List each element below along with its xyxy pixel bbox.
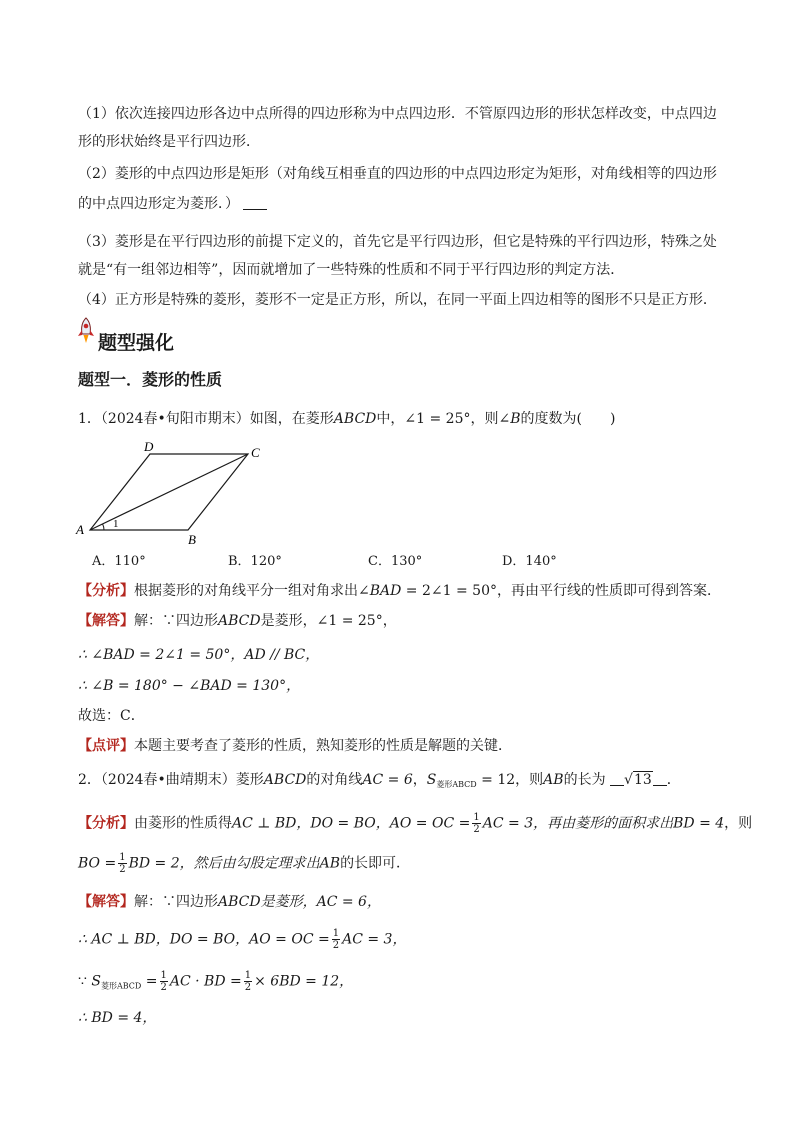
q2-analysis-text: ，则 — [724, 815, 753, 832]
q2-analysis-text: 的长即可． — [340, 855, 411, 872]
q1-b: B — [510, 411, 521, 427]
q2-bd: BD = 4 — [673, 815, 725, 832]
q1-stem-part: 中，∠1 = 25°，则∠ — [376, 411, 511, 427]
q1-abcd: ABCD — [218, 613, 261, 629]
label-b: B — [188, 532, 196, 547]
intro-p3-line1: （3）菱形是在平行四边形的前提下定义的，首先它是平行四边形，但它是特殊的平行四边形，特殊之处 — [78, 234, 717, 250]
frac-num: 1 — [244, 970, 252, 981]
q1-analysis — [78, 581, 728, 601]
frac-den: 2 — [244, 982, 252, 993]
answer-tag: 【解答】 — [78, 613, 134, 629]
answer-blank — [243, 195, 267, 210]
rocket-icon — [76, 317, 96, 345]
q2-analysis-text: AC = 3，再由菱形的面积求出 — [482, 815, 674, 832]
analysis-tag: 【分析】 — [78, 583, 134, 599]
answer-blank-left — [610, 771, 624, 786]
fraction-half — [160, 970, 168, 993]
answer-root: 13 — [633, 772, 652, 788]
answer-tag: 【解答】 — [78, 894, 134, 910]
intro-p1-line2: 形的形状始终是平行四边形． — [78, 134, 260, 150]
q2-abcd: ABCD — [263, 772, 307, 788]
fraction-half — [244, 970, 252, 993]
q2-bo: BO = — [78, 855, 117, 872]
label-c: C — [251, 445, 260, 460]
q2-step2-text: AC · BD = — [169, 973, 242, 990]
q2-step1-text: AC = 3， — [342, 931, 407, 948]
analysis-tag: 【分析】 — [78, 815, 134, 832]
q1-choice: 故选：C． — [78, 708, 145, 724]
q2-ab: AB — [319, 855, 341, 872]
q2-s: S — [426, 772, 437, 788]
answer-blank-right — [653, 771, 667, 786]
frac-num: 1 — [332, 928, 340, 939]
label-d: D — [144, 439, 154, 454]
q1-stem — [78, 409, 728, 429]
answer-sqrt: √13 — [624, 772, 652, 788]
q2-acbd: AC ⊥ BD，DO = BO，AO = OC = — [232, 815, 471, 832]
intro-p1-line1: （1）依次连接四边形各边中点所得的四边形称为中点四边形．不管原四边形的形状怎样改变，中点四边 — [78, 106, 717, 122]
option-b[interactable]: B．120° — [228, 554, 282, 569]
q1-answer-text: 是菱形，∠1 = 25°， — [260, 613, 397, 629]
q2-s-sub: 菱形ABCD — [436, 780, 477, 789]
q2-ac: AC = 6 — [362, 772, 413, 788]
q1-step1: ∴ ∠BAD = 2∠1 = 50°，AD // BC， — [78, 647, 320, 663]
q2-stem-part: 2．（2024春•曲靖期末）菱形 — [78, 772, 264, 788]
q1-answer-text: 解：∵四边形 — [134, 613, 218, 629]
q2-analysis-text: 由菱形的性质得 — [134, 815, 232, 832]
frac-den: 2 — [473, 824, 480, 835]
q2-step2-text: = — [141, 973, 158, 990]
q2-answer — [78, 892, 728, 912]
label-a: A — [76, 522, 84, 537]
frac-den: 2 — [332, 940, 340, 951]
q1-abcd: ABCD — [333, 411, 377, 427]
intro-p2-line1: （2）菱形的中点四边形是矩形（对角线互相垂直的四边形的中点四边形定为矩形，对角线相等的四边形 — [78, 166, 717, 182]
q1-comment-text: 本题主要考查了菱形的性质，熟知菱形的性质是解题的关键． — [134, 738, 512, 754]
q1-answer — [78, 611, 728, 631]
intro-p2-line2 — [78, 194, 728, 214]
q2-analysis-text: BD = 2，然后由勾股定理求出 — [128, 855, 320, 872]
fraction-half — [332, 928, 340, 951]
angle-label: 1 — [113, 518, 119, 530]
comment-tag: 【点评】 — [78, 738, 134, 754]
q2-stem: 2．（2024春•曲靖期末）菱形ABCD的对角线AC = 6，$S_{菱形ABCD} = 12$，则AB的长为 √13 ． — [78, 772, 681, 789]
q2-stem-part: 的长为 — [563, 772, 606, 788]
option-a[interactable]: A．110° — [92, 554, 146, 569]
q2-step2-text: × 6BD = 12， — [254, 973, 354, 990]
q2-s: S — [91, 973, 101, 990]
q1-stem-part: 1．（2024春•旬阳市期末）如图，在菱形 — [78, 411, 334, 427]
q2-analysis-line2 — [78, 852, 728, 875]
section-title: 题型强化 — [98, 332, 175, 354]
q2-analysis-line1 — [78, 812, 753, 835]
frac-num: 1 — [160, 970, 167, 981]
q2-step2 — [78, 970, 728, 997]
frac-num: 1 — [473, 812, 480, 823]
option-c[interactable]: C．130° — [368, 554, 423, 569]
frac-den: 2 — [119, 864, 126, 875]
q2-step1-text: ∴ AC ⊥ BD，DO = BO，AO = OC = — [78, 931, 330, 948]
q1-analysis-text: = 2∠1 = 50°，再由平行线的性质即可得到答案． — [401, 583, 721, 599]
q1-analysis-text: 根据菱形的对角线平分一组对角求出∠ — [134, 583, 370, 599]
q2-answer-text: 解：∵四边形 — [134, 894, 218, 910]
fraction-half — [118, 852, 126, 875]
q2-step2-text: ∵ — [78, 973, 87, 990]
q2-step3: ∴ BD = 4， — [78, 1010, 157, 1026]
q2-answer-text: 是菱形，AC = 6， — [260, 894, 381, 910]
q1-stem-part: 的度数为( ) — [520, 411, 616, 427]
frac-den: 2 — [160, 982, 167, 993]
q1-step2: ∴ ∠B = 180° − ∠BAD = 130°， — [78, 678, 301, 694]
intro-p3-line2: 就是“有一组邻边相等”，因而就增加了一些特殊的性质和不同于平行四边形的判定方法． — [78, 262, 625, 278]
intro-p4: （4）正方形是特殊的菱形，菱形不一定是正方形，所以，在同一平面上四边相等的图形不只是正方形． — [78, 292, 717, 308]
q2-stem-part: 的对角线 — [306, 772, 363, 788]
fraction-half — [472, 812, 480, 835]
option-d[interactable]: D．140° — [502, 554, 557, 569]
q2-step1 — [78, 928, 728, 951]
subsection-title: 题型一．菱形的性质 — [78, 370, 223, 389]
q2-ab: AB — [543, 772, 564, 788]
q1-bad: BAD — [369, 583, 402, 599]
rhombus-figure — [70, 438, 270, 548]
q2-stem-part: = 12，则 — [476, 772, 544, 788]
frac-num: 1 — [119, 852, 126, 863]
q2-abcd: ABCD — [218, 894, 261, 910]
q2-s-sub: 菱形ABCD — [100, 981, 142, 991]
q1-comment — [78, 736, 728, 756]
intro-p2-text: 的中点四边形定为菱形．） — [78, 196, 239, 212]
